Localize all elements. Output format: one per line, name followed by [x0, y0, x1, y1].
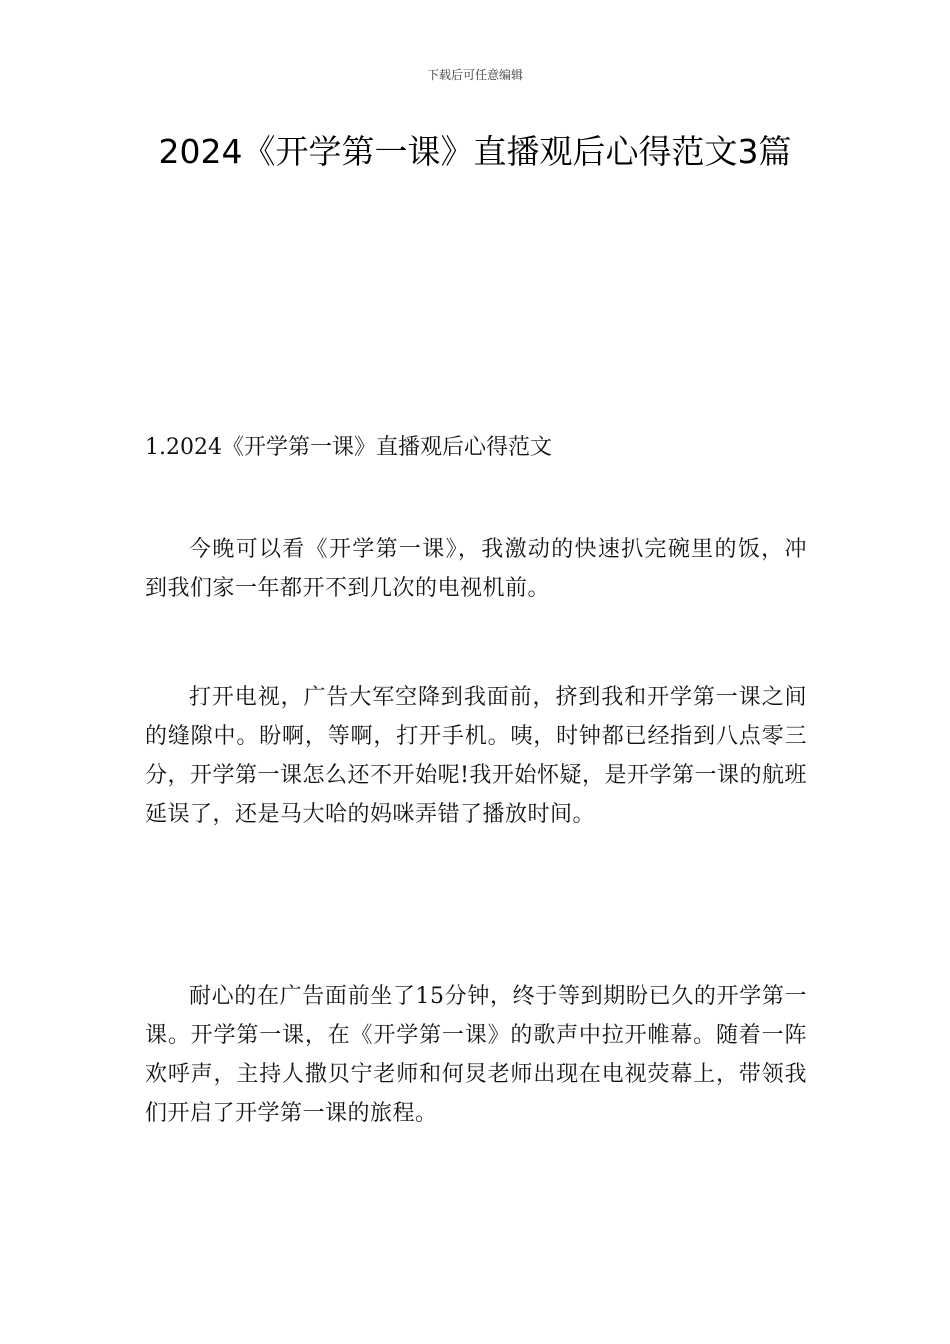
section-heading: 1.2024《开学第一课》直播观后心得范文	[145, 435, 552, 460]
paragraph-3: 耐心的在广告面前坐了15分钟，终于等到期盼已久的开学第一课。开学第一课，在《开学第一课》的歌声中拉开帷幕。随着一阵欢呼声，主持人撒贝宁老师和何炅老师出现在电视荧幕上，带领我们开启了开学第一课的旅程。	[145, 984, 807, 1126]
paragraph-1: 今晚可以看《开学第一课》，我激动的快速扒完碗里的饭，冲到我们家一年都开不到几次的电视机前。	[145, 537, 807, 601]
paragraph-2: 打开电视，广告大军空降到我面前，挤到我和开学第一课之间的缝隙中。盼啊，等啊，打开手机。咦，时钟都已经指到八点零三分，开学第一课怎么还不开始呢!我开始怀疑，是开学第一课的航班延误了，还是马大哈的妈咪弄错了播放时间。	[145, 685, 807, 827]
document-title: 2024《开学第一课》直播观后心得范文3篇	[158, 132, 792, 171]
header-note: 下载后可任意编辑	[426, 68, 523, 82]
